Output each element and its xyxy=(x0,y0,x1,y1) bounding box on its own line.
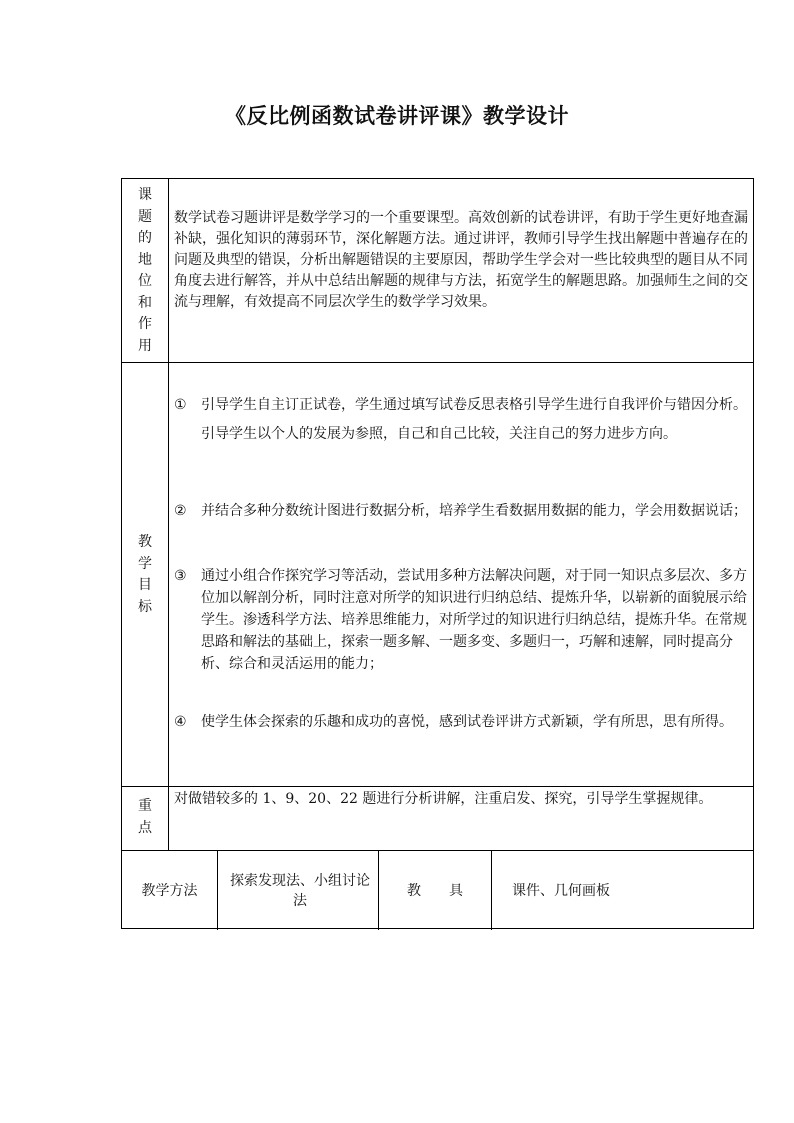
goal-text: 通过小组合作探究学习等活动，尝试用多种方法解决问题，对于同一知识点多层次、多方位加以解剖分析，同时注意对所学的知识进行归纳总结、提炼升华，以崭新的面貌展示给学生。渗透科学方法、培养思维能力，对所学过的知识进行归纳总结，提炼升华。在常规思路和解法的基础上，探索一题多解、一题多变、多题归一，巧解和速解，同时提高分析、综合和灵活运用的能力； xyxy=(201,568,747,672)
tools-value: 课件、几何画板 xyxy=(512,882,610,899)
focus-label xyxy=(122,796,168,839)
tools-label: 教 具 xyxy=(407,882,463,899)
label-char: 和 xyxy=(138,294,152,311)
label-char: 课 xyxy=(138,187,152,203)
row-divider xyxy=(122,362,753,363)
label-char: 位 xyxy=(138,273,152,289)
lesson-design-table xyxy=(121,178,754,929)
label-char: 目 xyxy=(138,577,152,593)
goal-number: ① xyxy=(174,397,187,413)
focus-content: 对做错较多的 1、9、20、22 题进行分析讲解，注重启发、探究，引导学生掌握规律。 xyxy=(174,791,713,807)
goals-label xyxy=(122,532,168,618)
goal-text: 并结合多种分数统计图进行数据分析，培养学生看数据用数据的能力，学会用数据说话； xyxy=(201,503,747,519)
label-char: 作 xyxy=(138,316,152,332)
goal-text: 引导学生自主订正试卷，学生通过填写试卷反思表格引导学生进行自我评价与错因分析。引导学生以个人的发展为参照，自己和自己比较，关注自己的努力进步方向。 xyxy=(201,397,747,442)
goal-item xyxy=(174,565,748,675)
label-char: 题 xyxy=(138,208,152,225)
goal-number: ② xyxy=(174,503,187,519)
column-divider xyxy=(168,179,169,850)
row-divider xyxy=(122,786,753,787)
goal-text: 使学生体会探索的乐趣和成功的喜悦，感到试卷评讲方式新颖，学有所思，思有所得。 xyxy=(201,714,733,730)
goal-item xyxy=(174,497,748,526)
label-char: 地 xyxy=(138,251,152,268)
goal-number: ④ xyxy=(174,714,187,730)
page-title: 《反比例函数试卷讲评课》教学设计 xyxy=(225,103,569,128)
goal-number: ③ xyxy=(174,568,187,584)
column-divider xyxy=(491,850,492,930)
label-char: 的 xyxy=(138,230,152,246)
goal-item xyxy=(174,708,748,737)
goal-item xyxy=(174,391,748,449)
label-char: 教 xyxy=(138,534,152,550)
label-char: 重 xyxy=(138,798,152,814)
label-char: 学 xyxy=(138,555,152,572)
role-label xyxy=(122,185,168,357)
label-char: 点 xyxy=(138,819,152,836)
label-char: 用 xyxy=(138,337,152,354)
method-value: 探索发现法、小组讨论法 xyxy=(230,872,370,909)
role-content: 数学试卷习题讲评是数学学习的一个重要课型。高效创新的试卷讲评，有助于学生更好地查漏补缺，强化知识的薄弱环节，深化解题方法。通过讲评，教师引导学生找出解题中普遍存在的问题及典型的错误，分析出解题错误的主要原因，帮助学生学会对一些比较典型的题目从不同角度去进行解答，并从中总结出解题的规律与方法，拓宽学生的解题思路。加强师生之间的交流与理解，有效提高不同层次学生的数学学习效果。 xyxy=(174,210,748,310)
column-divider xyxy=(217,850,218,930)
method-label: 教学方法 xyxy=(141,882,198,899)
label-char: 标 xyxy=(138,598,152,615)
